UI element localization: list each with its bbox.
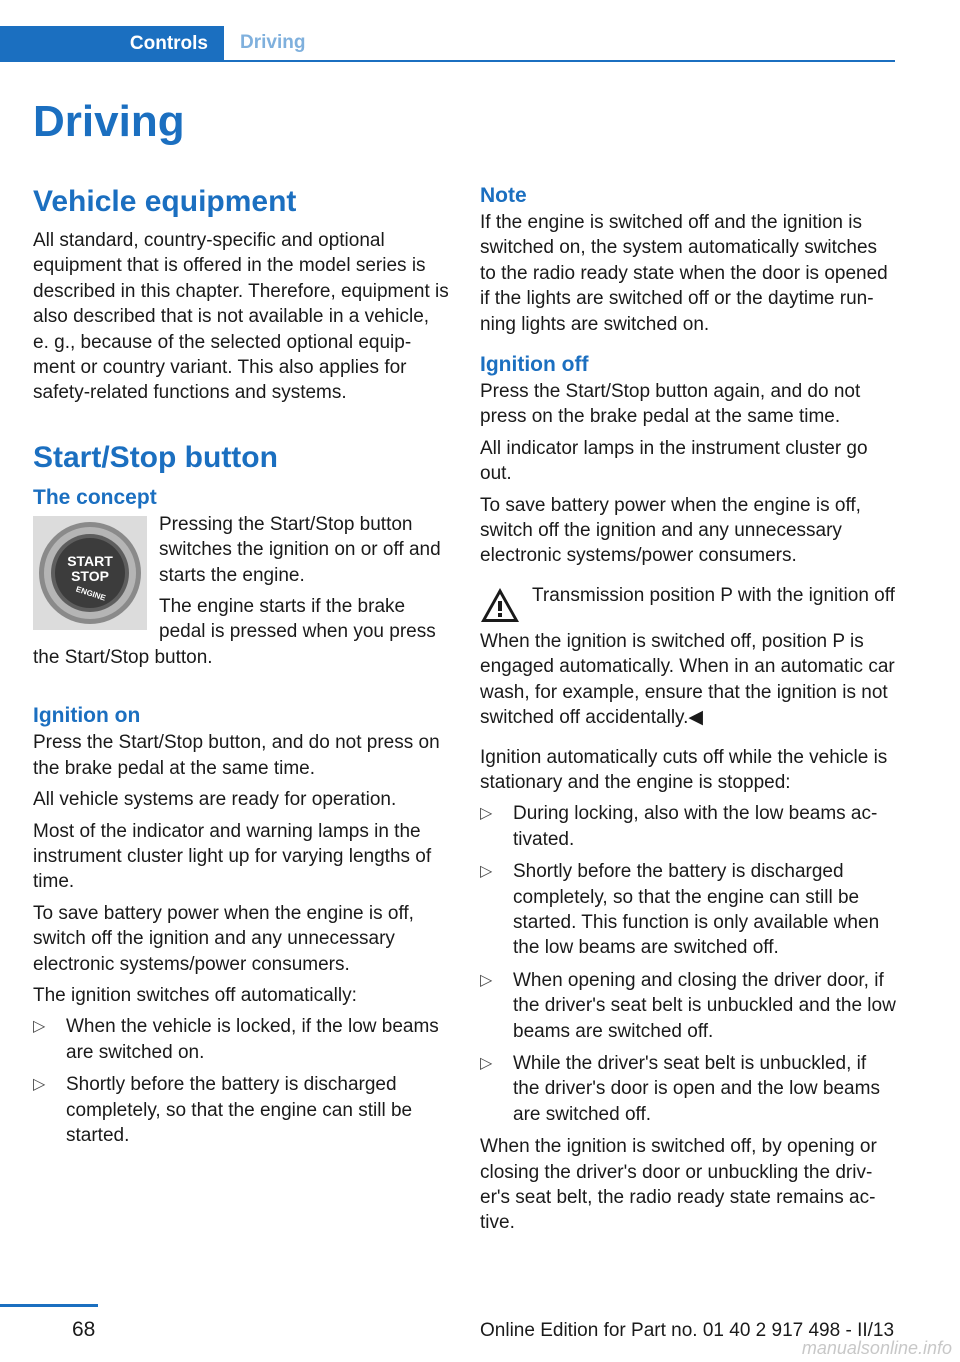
- paragraph-ignition-off-1: Press the Start/Stop button again, and do not press on the brake pedal at the same time.: [480, 381, 861, 428]
- warning-block: [480, 583, 896, 623]
- list-item: ▷ While the driver's seat belt is unbuckled, if the driver's door is open and the low beams are switched off.: [480, 1052, 880, 1125]
- triangle-bullet-icon: ▷: [480, 971, 493, 989]
- paragraph-vehicle-equipment: All standard, country-specific and optional equipment that is offered in the model series is described in this chapter. Therefore, equipment is also described that is not available in a vehicle, e. g., because of the selected optional equip-ment or country variant. This also applies for safety-related functions and systems.: [33, 230, 449, 404]
- warning-title: Transmission position P with the ignition off: [532, 584, 895, 606]
- watermark: manualsonline.info: [801, 1338, 952, 1358]
- paragraph-concept-2: The engine starts if the brake pedal is pressed when you press the Start/Stop button.: [33, 596, 436, 668]
- triangle-bullet-icon: ▷: [33, 1018, 46, 1036]
- heading-note: Note: [480, 184, 527, 207]
- paragraph-ignition-on-2: All vehicle systems are ready for operation.: [33, 789, 397, 811]
- paragraph-auto-off: Ignition automatically cuts off while the vehicle is stationary and the engine is stopped:: [480, 746, 888, 793]
- triangle-bullet-icon: ▷: [480, 805, 493, 823]
- page-title: Driving: [33, 97, 185, 146]
- edition-text: Online Edition for Part no. 01 40 2 917 498 - II/13: [480, 1320, 895, 1341]
- concept-block: [33, 512, 449, 670]
- paragraph-ignition-on-4: To save battery power when the engine is off, switch off the ignition and any unnecessary electronic systems/power consumers.: [33, 902, 414, 975]
- heading-ignition-on: Ignition on: [33, 704, 141, 728]
- list-item: ▷ During locking, also with the low beams ac-tivated.: [480, 803, 878, 850]
- paragraph-warning: When the ignition is switched off, position P is engaged automatically. When in an automatic car wash, for example, ensure that the ignition is not switched off accidentally.◀: [480, 630, 895, 729]
- heading-ignition-off: Ignition off: [480, 353, 589, 377]
- heading-vehicle-equipment: Vehicle equipment: [33, 185, 297, 218]
- warning-icon: [480, 587, 520, 623]
- auto-off-list: [33, 1014, 449, 1148]
- paragraph-ignition-on-1: Press the Start/Stop button, and do not press on the brake pedal at the same time.: [33, 732, 440, 779]
- button-label-stop: STOP: [71, 567, 109, 584]
- paragraph-ignition-off-2: All indicator lamps in the instrument cluster go out.: [480, 437, 868, 485]
- start-stop-button-icon: [37, 520, 143, 626]
- header-rule: [0, 60, 895, 62]
- paragraph-ignition-on-3: Most of the indicator and warning lamps in the instrument cluster light up for varying lengths of time.: [33, 820, 432, 893]
- right-column: [480, 182, 896, 1236]
- triangle-bullet-icon: ▷: [480, 1054, 493, 1072]
- list-item: ▷ When opening and closing the driver door, if the driver's seat belt is unbuckled and the low beams are switched off.: [480, 969, 896, 1042]
- start-stop-button-image: [33, 516, 147, 630]
- paragraph-ignition-off-3: To save battery power when the engine is off, switch off the ignition and any unnecessary electronic systems/power consumers.: [480, 494, 861, 567]
- list-item: ▷ Shortly before the battery is discharged completely, so that the engine can still be started.: [33, 1074, 413, 1146]
- page-number: 68: [72, 1318, 96, 1341]
- list-item: ▷ Shortly before the battery is discharged completely, so that the engine can still be started. This function is only available when the low beams are switched off.: [480, 861, 880, 959]
- button-label-engine: ENGINE: [74, 584, 107, 603]
- footer-rule: [0, 1304, 98, 1307]
- button-label-start: START: [67, 552, 113, 569]
- heading-start-stop: Start/Stop button: [33, 440, 278, 474]
- triangle-bullet-icon: ▷: [480, 863, 493, 881]
- auto-cutoff-list: [480, 801, 896, 1127]
- heading-concept: The concept: [33, 485, 157, 509]
- chapter-header: [0, 26, 895, 62]
- paragraph-note: If the engine is switched off and the ignition is switched on, the system automatically switches to the radio ready state when the door is opened if the lights are switched off or the daytime run-ning lights are switched on.: [480, 212, 888, 335]
- left-column: [33, 182, 449, 1155]
- tab-driving[interactable]: Driving: [240, 32, 306, 53]
- list-item: ▷ When the vehicle is locked, if the low beams are switched on.: [33, 1016, 439, 1063]
- paragraph-ignition-on-5: The ignition switches off automatically:: [33, 984, 357, 1006]
- paragraph-final: When the ignition is switched off, by opening or closing the driver's door or unbuckling the driv-er's seat belt, the radio ready state remains ac-tive.: [480, 1136, 877, 1234]
- tab-controls[interactable]: Controls: [0, 26, 224, 62]
- triangle-bullet-icon: ▷: [33, 1076, 46, 1094]
- paragraph-concept-1: Pressing the Start/Stop button switches the ignition on or off and starts the engine.: [159, 513, 441, 586]
